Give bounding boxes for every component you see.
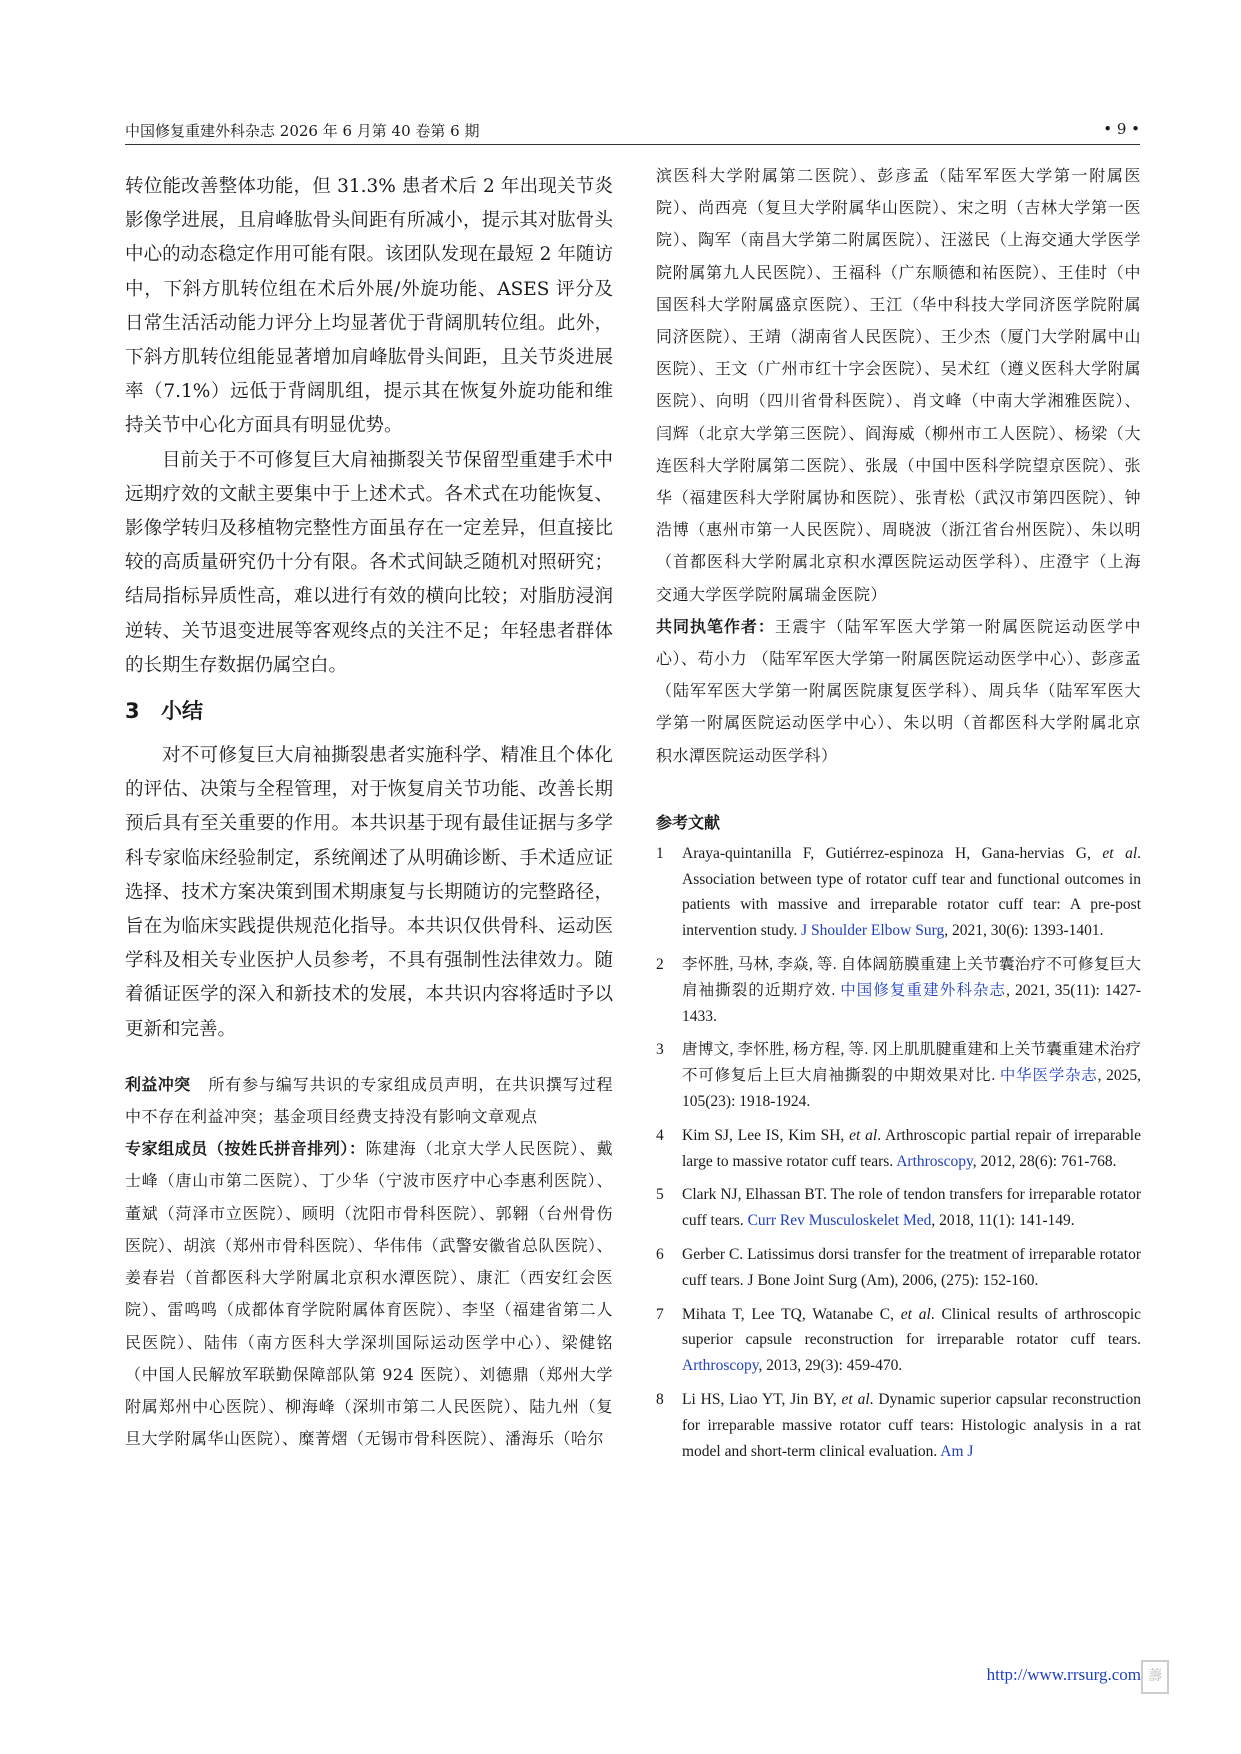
reference-details: , 2013, 29(3): 459-470.: [758, 1357, 903, 1375]
left-column: [125, 170, 613, 1455]
journal-logo-icon: 薵: [1141, 1660, 1169, 1694]
expert-group: [125, 1133, 613, 1455]
reference-text: Mihata T, Lee TQ, Watanabe C,: [682, 1305, 901, 1323]
reference-item: [656, 1302, 1141, 1379]
conflict-of-interest: [125, 1069, 613, 1133]
reference-item: [656, 841, 1141, 944]
coauthors-label: 共同执笔作者：: [656, 616, 775, 636]
experts-label: 专家组成员（按姓氏拼音排列）：: [125, 1139, 366, 1159]
paragraph-3: 对不可修复巨大肩袖撕裂患者实施科学、精准且个体化的评估、决策与全程管理，对于恢复肩关节功能、改善长期预后具有至关重要的作用。本共识基于现有最佳证据与多学科专家临床经验制定，系统阐述了从明确诊断、手术适应证选择、技术方案决策到围术期康复与长期随访的完整路径，旨在为临床实践提供规范化指导。本共识仅供骨科、运动医学科及相关专业医护人员参考，不具有强制性法律效力。随着循证医学的深入和新技术的发展，本共识内容将适时予以更新和完善。: [125, 745, 613, 1040]
reference-text: 唐博文, 李怀胜, 杨方程, 等. 冈上肌肌腱重建和上关节囊重建术治疗不可修复后上巨大肩袖撕裂的中期效果对比.: [682, 1041, 1141, 1085]
coi-text: 所有参与编写共识的专家组成员声明，在共识撰写过程中不存在利益冲突；基金项目经费支持没有影响文章观点: [125, 1074, 613, 1127]
reference-item: [656, 1037, 1141, 1114]
running-header: [125, 118, 1140, 145]
reference-text: Li HS, Liao YT, Jin BY,: [682, 1391, 842, 1408]
reference-item: [656, 1242, 1141, 1294]
reference-list: [656, 841, 1141, 1465]
coi-label: 利益冲突: [125, 1074, 191, 1094]
reference-details: , 2018, 11(1): 141-149.: [931, 1212, 1075, 1230]
reference-text: Gerber C. Latissimus dorsi transfer for the treatment of irreparable rotator cuff tears. J Bone Joint Surg (Am), 2006, (275): 152-160.: [682, 1246, 1141, 1289]
reference-etal: et al: [849, 1126, 878, 1144]
reference-item: [656, 1387, 1141, 1464]
reference-text: 李怀胜, 马林, 李焱, 等. 自体阔筋膜重建上关节囊治疗不可修复巨大肩袖撕裂的近期疗效.: [682, 956, 1141, 999]
coauthors-text: 王震宇（陆军军医大学第一附属医院运动医学中心）、苟小力 （陆军军医大学第一附属医院运动医学中心）、彭彦孟（陆军军医大学第一附属医院康复医学科）、周兵华（陆军军医大学第一附属医院运动医学中心）、朱以明（首都医科大学附属北京积水潭医院运动医学科）: [656, 616, 1141, 765]
experts-text: 陈建海（北京大学人民医院）、戴士峰（唐山市第二医院）、丁少华（宁波市医疗中心李惠利医院）、董斌（菏泽市立医院）、顾明（沈阳市骨科医院）、郭翱（台州骨伤医院）、胡滨（郑州市骨科医院）、华伟伟（武警安徽省总队医院）、姜春岩（首都医科大学附属北京积水潭医院）、康汇（西安红会医院）、雷鸣鸣（成都体育学院附属体育医院）、李坚（福建省第二人民医院）、陆伟（南方医科大学深圳国际运动医学中心）、梁健铭（中国人民解放军联勤保障部队第 924 医院）、刘德鼎（郑州大学附属郑州中心医院）、柳海峰（深圳市第二人民医院）、陆九州（复旦大学附属华山医院）、糜菁熠（无锡市骨科医院）、潘海乐（哈尔: [125, 1139, 613, 1449]
reference-journal-link[interactable]: J Shoulder Elbow Surg: [801, 922, 945, 940]
reference-etal: et al: [1102, 844, 1138, 862]
section-title: 小结: [161, 699, 203, 724]
references-title: 参考文献: [656, 812, 721, 832]
reference-title: . Association between type of rotator cuff tear and functional outcomes in patients with massive and irreparable rotator cuff tear: A pre-post intervention study.: [682, 844, 1141, 940]
reference-number: 3: [656, 1041, 664, 1059]
paragraph-2: 目前关于不可修复巨大肩袖撕裂关节保留型重建手术中远期疗效的文献主要集中于上述术式。各术式在功能恢复、影像学转归及移植物完整性方面虽存在一定差异，但直接比较的高质量研究仍十分有限。各术式间缺乏随机对照研究；结局指标异质性高，难以进行有效的横向比较；对脂肪浸润逆转、关节退变进展等客观终点的关注不足；年轻患者群体的长期生存数据仍属空白。: [125, 449, 613, 676]
reference-journal-link[interactable]: Arthroscopy: [682, 1357, 759, 1375]
reference-item: [656, 1123, 1141, 1175]
reference-number: 5: [656, 1186, 664, 1204]
reference-details: , 2025, 105(23): 1918-1924.: [682, 1067, 1141, 1111]
reference-title: . Clinical results of arthroscopic superior capsule reconstruction for irreparable rotator cuff tears.: [682, 1305, 1142, 1349]
reference-number: 1: [656, 844, 664, 862]
reference-journal-link[interactable]: Am J: [940, 1442, 974, 1460]
section-number: 3: [125, 699, 140, 724]
reference-text: Clark NJ, Elhassan BT. The role of tendon transfers for irreparable rotator cuff tears.: [682, 1186, 1141, 1230]
journal-header: 中国修复重建外科杂志 2026 年 6 月第 40 卷第 6 期: [125, 122, 480, 140]
reference-item: [656, 952, 1141, 1029]
reference-details: , 2021, 35(11): 1427-1433.: [682, 981, 1141, 1025]
page-number: • 9 •: [1103, 120, 1140, 138]
website-link[interactable]: http://www.rrsurg.com: [986, 1665, 1141, 1684]
reference-journal-link[interactable]: Curr Rev Musculoskelet Med: [747, 1212, 932, 1230]
reference-journal-link[interactable]: 中华医学杂志: [999, 1067, 1098, 1085]
reference-details: , 2012, 28(6): 761-768.: [972, 1152, 1117, 1170]
reference-number: 4: [656, 1126, 664, 1144]
reference-item: [656, 1182, 1141, 1234]
reference-number: 2: [656, 956, 664, 974]
reference-text: Araya-quintanilla F, Gutiérrez-espinoza H, Gana-hervias G,: [682, 844, 1103, 862]
reference-text: Kim SJ, Lee IS, Kim SH,: [682, 1126, 850, 1144]
reference-title: . Dynamic superior capsular reconstruction for irreparable massive rotator cuff tears: Histologic analysis in a rat model and short-term clinical evaluation.: [682, 1391, 1141, 1460]
reference-number: 8: [656, 1391, 664, 1408]
reference-number: 6: [656, 1246, 664, 1264]
reference-number: 7: [656, 1305, 664, 1323]
reference-etal: et al: [900, 1305, 931, 1323]
reference-journal-link[interactable]: 中国修复重建外科杂志: [840, 981, 1007, 999]
section-heading: [125, 695, 613, 727]
reference-title: . Arthroscopic partial repair of irreparable large to massive rotator cuff tears.: [682, 1126, 1141, 1170]
reference-etal: et al: [841, 1391, 870, 1408]
co-authors: [656, 611, 1141, 772]
paragraph-1: 转位能改善整体功能，但 31.3% 患者术后 2 年出现关节炎影像学进展，且肩峰肱骨头间距有所减小，提示其对肱骨头中心的动态稳定作用可能有限。该团队发现在最短 2 年随访中，下斜方肌转位组在术后外展/外旋功能、ASES 评分及日常生活活动能力评分上均显著优于背阔肌转位组。此外，下斜方肌转位组能显著增加肩峰肱骨头间距，且关节炎进展率（7.1%）远低于背阔肌组，提示其在恢复外旋功能和维持关节中心化方面具有明显优势。: [125, 176, 613, 437]
reference-details: , 2021, 30(6): 1393-1401.: [944, 922, 1104, 940]
experts-continued: 滨医科大学附属第二医院）、彭彦孟（陆军军医大学第一附属医院）、尚西亮（复旦大学附属华山医院）、宋之明（吉林大学第一医院）、陶军（南昌大学第二附属医院）、汪滋民（上海交通大学医学院附属第九人民医院）、王福科（广东顺德和祐医院）、王佳时（中国医科大学附属盛京医院）、王江（华中科技大学同济医学院附属同济医院）、王靖（湖南省人民医院）、王少杰（厦门大学附属中山医院）、王文（广州市红十字会医院）、吴术红（遵义医科大学附属医院）、向明（四川省骨科医院）、肖文峰（中南大学湘雅医院）、闫辉（北京大学第三医院）、阎海威（柳州市工人医院）、杨梁（大连医科大学附属第二医院）、张晟（中国中医科学院望京医院）、张华（福建医科大学附属协和医院）、张青松（武汉市第四医院）、钟浩博（惠州市第一人民医院）、周晓波（浙江省台州医院）、朱以明（首都医科大学附属北京积水潭医院运动医学科）、庄澄宇（上海交通大学医学院附属瑞金医院）: [656, 166, 1141, 604]
right-column: [656, 160, 1141, 1472]
reference-journal-link[interactable]: Arthroscopy: [896, 1152, 973, 1170]
